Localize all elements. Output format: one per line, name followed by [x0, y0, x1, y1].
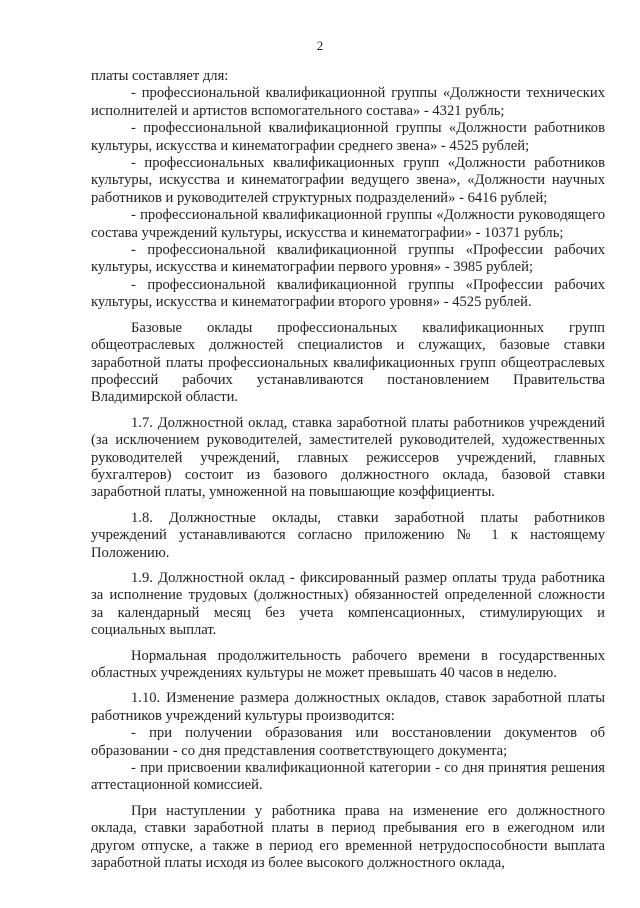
- paragraph-section-1-7: 1.7. Должностной оклад, ставка заработной платы работников учреждений (за исключением руководителей, заместителей руководителей, художественных руководителей учреждений, главных режиссеров учреждений, главных бухгалтеров) состоит из базового должностного оклада, базовой ставки заработной платы, умноженной на повышающие коэффициенты.: [91, 414, 605, 501]
- document-body: [91, 68, 605, 872]
- paragraph-workers-level2-rate: - профессиональной квалификационной группы «Профессии рабочих культуры, искусства и кинематографии второго уровня» - 4525 рублей.: [91, 276, 605, 311]
- paragraph-workers-level1-rate: - профессиональной квалификационной группы «Профессии рабочих культуры, искусства и кинематографии первого уровня» - 3985 рублей;: [91, 242, 605, 276]
- paragraph-section-1-8: 1.8. Должностные оклады, ставки заработной платы работников учреждений устанавливаются согласно приложению № 1 к настоящему Положению.: [91, 509, 605, 561]
- paragraph-lead-level-rate: - профессиональных квалификационных групп «Должности работников культуры, искусства и кинематографии ведущего звена», «Должности научных работников и руководителей структурных подразделений» - 6416 рублей;: [91, 155, 605, 206]
- page-number: 2: [316, 38, 324, 53]
- paragraph-vacation-clause: При наступлении у работника права на изменение его должностного оклада, ставки заработной платы в период пребывания его в ежегодном или другом отпуске, а также в период его временной нетрудоспособности выплата заработной платы исходя из более высокого должностного оклада,: [91, 802, 605, 872]
- paragraph-base-salaries: Базовые оклады профессиональных квалификационных групп общеотраслевых должностей специалистов и служащих, базовые ставки заработной платы профессиональных квалификационных групп общеотраслевых профессий рабочих устанавливаются постановлением Правительства Владимирской области.: [91, 319, 605, 406]
- paragraph-tech-staff-rate: - профессиональной квалификационной группы «Должности технических исполнителей и артистов вспомогательного состава» - 4321 рубль;: [91, 85, 605, 119]
- paragraph-management-rate: - профессиональной квалификационной группы «Должности руководящего состава учреждений культуры, искусства и кинематографии» - 10371 рубль;: [91, 207, 605, 241]
- paragraph-section-1-9: 1.9. Должностной оклад - фиксированный размер оплаты труда работника за исполнение трудовых (должностных) обязанностей определенной сложности за календарный месяц без учета компенсационных, стимулирующих и социальных выплат.: [91, 569, 605, 639]
- paragraph-mid-level-rate: - профессиональной квалификационной группы «Должности работников культуры, искусства и кинематографии среднего звена» - 4525 рублей;: [91, 120, 605, 154]
- paragraph-intro: платы составляет для:: [91, 68, 229, 84]
- paragraph-qualification-item: - при присвоении квалификационной категории - со дня принятия решения аттестационной комиссией.: [91, 760, 605, 794]
- paragraph-section-1-10: 1.10. Изменение размера должностных окладов, ставок заработной платы работников учреждений культуры производится:: [91, 690, 605, 724]
- paragraph-education-item: - при получении образования или восстановлении документов об образовании - со дня представления соответствующего документа;: [91, 725, 605, 759]
- paragraph-working-hours: Нормальная продолжительность рабочего времени в государственных областных учреждениях культуры не может превышать 40 часов в неделю.: [91, 647, 605, 681]
